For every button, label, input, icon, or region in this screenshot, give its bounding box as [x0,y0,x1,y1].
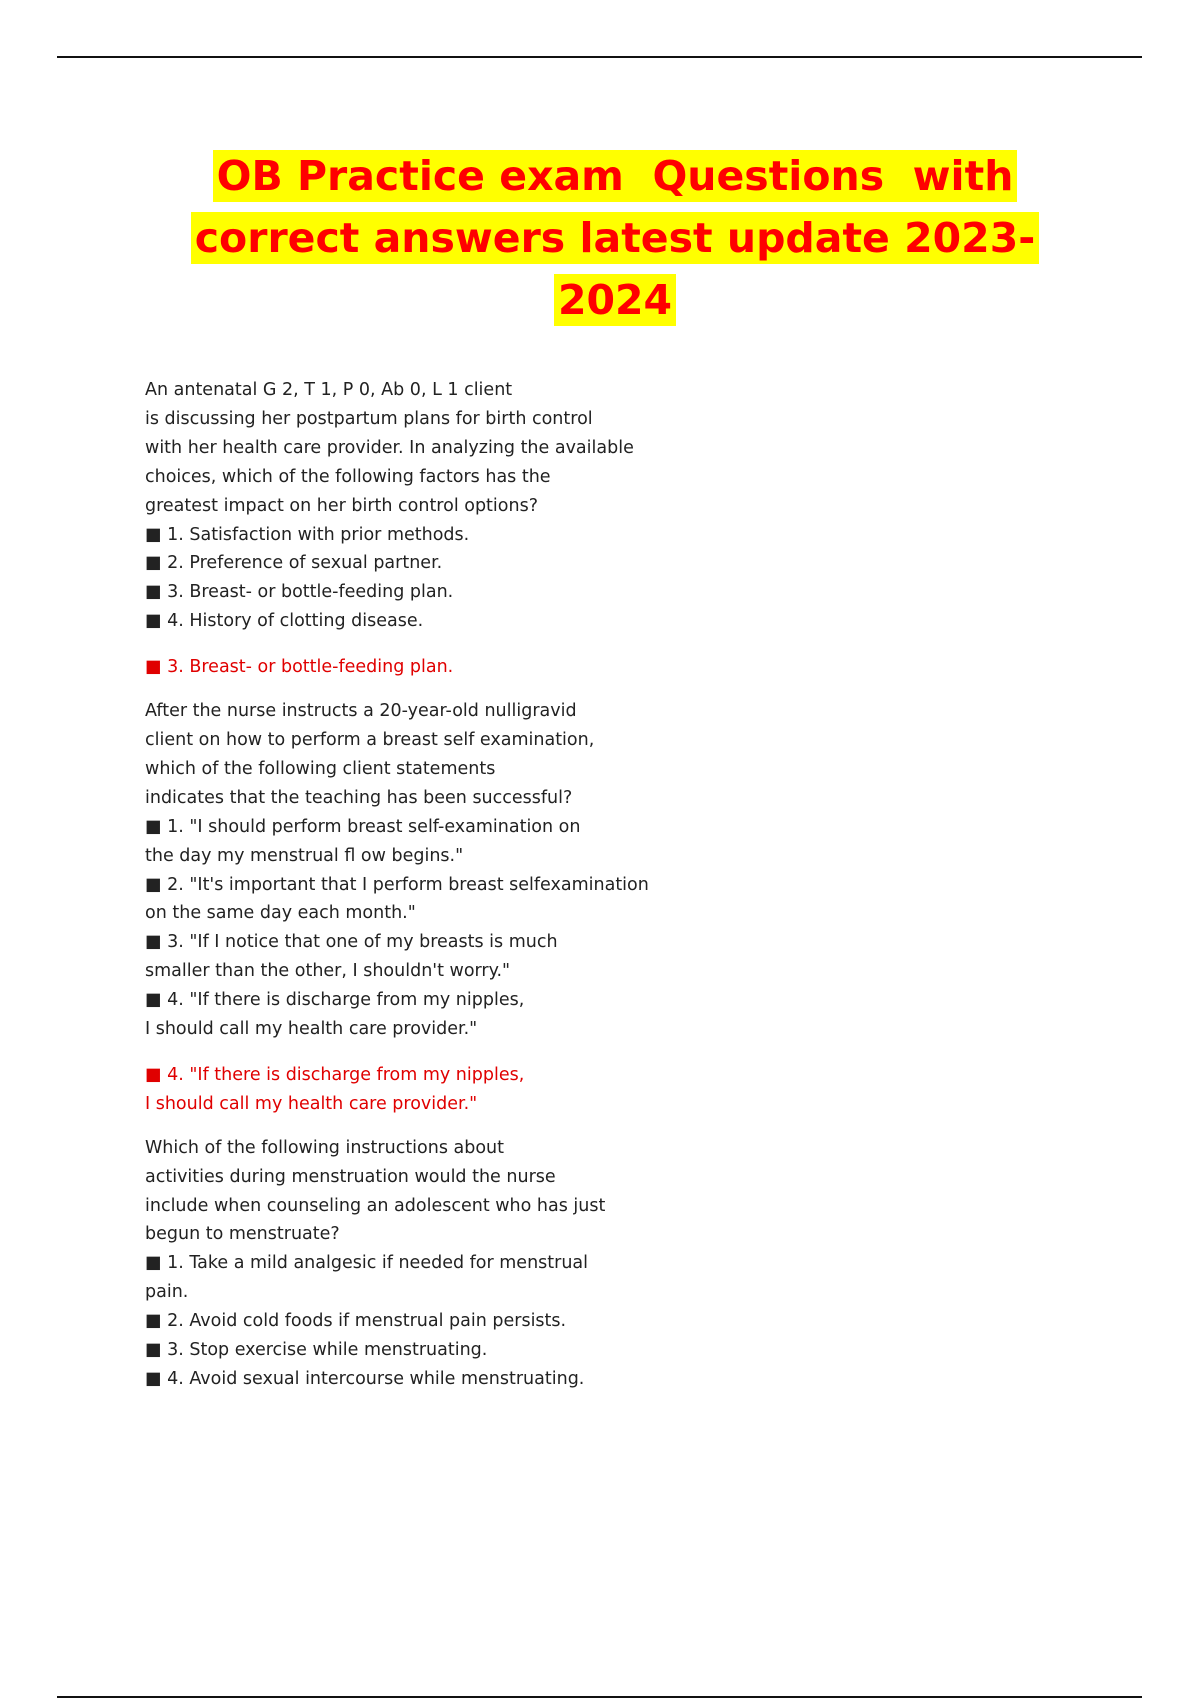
stem-line: is discussing her postpartum plans for birth control [145,408,593,429]
answer-line: I should call my health care provider." [145,1093,478,1114]
option-line: I should call my health care provider." [145,1019,478,1040]
stem-line: Which of the following instructions about [145,1137,505,1158]
stem-line: which of the following client statements [145,758,496,779]
option-line: ■ 1. "I should perform breast self-examination on [145,816,581,837]
title-line [0,269,1200,331]
stem-line: include when counseling an adolescent who has just [145,1195,606,1216]
title-line [0,207,1200,269]
top-rule [57,56,1142,58]
stem-line: activities during menstruation would the nurse [145,1166,556,1187]
option-line: ■ 4. "If there is discharge from my nipples, [145,990,525,1011]
question-stem [145,376,905,521]
option-line: ■ 2. "It's important that I perform breast selfexamination [145,874,649,895]
option-line: ■ 3. Breast- or bottle-feeding plan. [145,582,454,603]
question-3 [145,1134,905,1394]
title-line [0,145,1200,207]
option-line: ■ 3. Stop exercise while menstruating. [145,1340,488,1361]
option-line: ■ 2. Preference of sexual partner. [145,553,443,574]
option-line: ■ 4. History of clotting disease. [145,611,424,632]
title-line-text: OB Practice exam Questions with [213,150,1018,202]
stem-line: client on how to perform a breast self examination, [145,729,595,750]
bottom-rule [57,1696,1142,1698]
stem-line: begun to menstruate? [145,1224,340,1245]
correct-answer [145,653,905,682]
option-line: pain. [145,1282,189,1303]
stem-line: An antenatal G 2, T 1, P 0, Ab 0, L 1 client [145,380,513,400]
correct-answer [145,1061,905,1119]
document-body [145,376,905,1394]
answer-line: ■ 3. Breast- or bottle-feeding plan. [145,657,454,678]
title-line-text: 2024 [554,274,676,326]
stem-line: After the nurse instructs a 20-year-old nulligravid [145,701,577,722]
option-line: ■ 4. Avoid sexual intercourse while menstruating. [145,1369,585,1389]
stem-line: greatest impact on her birth control options? [145,495,538,516]
option-line: ■ 2. Avoid cold foods if menstrual pain persists. [145,1311,567,1332]
option-line: smaller than the other, I shouldn't worry." [145,961,511,982]
document-title [0,145,1200,331]
question-stem [145,1134,905,1250]
option-line: ■ 1. Take a mild analgesic if needed for menstrual [145,1253,589,1274]
option-line: ■ 1. Satisfaction with prior methods. [145,524,470,545]
question-options [145,1249,905,1394]
question-options [145,813,905,1044]
title-line-text: correct answers latest update 2023- [191,212,1040,264]
option-line: the day my menstrual fl ow begins." [145,845,464,866]
stem-line: choices, which of the following factors has the [145,466,551,487]
option-line: ■ 3. "If I notice that one of my breasts is much [145,932,558,953]
question-stem [145,697,905,813]
answer-line: ■ 4. "If there is discharge from my nipples, [145,1064,525,1085]
option-line: on the same day each month." [145,903,416,924]
stem-line: with her health care provider. In analyzing the available [145,437,634,458]
stem-line: indicates that the teaching has been successful? [145,787,573,808]
question-options [145,521,905,637]
question-2 [145,697,905,1119]
question-1 [145,376,905,682]
